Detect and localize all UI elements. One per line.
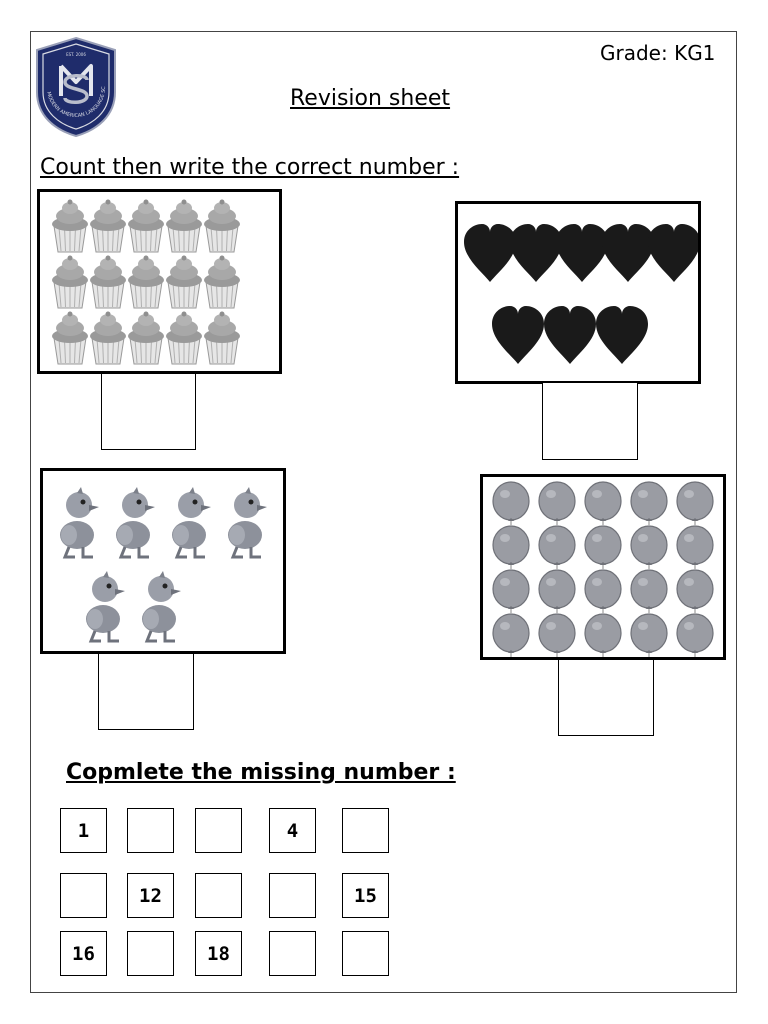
heart-group-frame [455, 201, 701, 384]
logo-year: EST. 2006 [66, 52, 86, 57]
balloon-answer-box[interactable] [558, 659, 654, 736]
missing-number-box[interactable] [269, 873, 316, 918]
count-instruction: Count then write the correct number : [40, 155, 460, 180]
balloon-icon [539, 482, 575, 525]
heart-group [458, 204, 698, 381]
missing-number-box[interactable] [342, 931, 389, 976]
cupcake-icon [52, 256, 88, 309]
balloon-icon [585, 482, 621, 525]
heart-icon [602, 224, 654, 282]
balloon-icon [585, 570, 621, 613]
cupcake-group-frame [37, 189, 282, 374]
cupcake-icon [90, 200, 126, 253]
missing-number-box[interactable] [60, 873, 107, 918]
duckling-icon [142, 571, 181, 641]
missing-number-box[interactable] [195, 808, 242, 853]
duckling-icon [86, 571, 125, 641]
cupcake-icon [128, 256, 164, 309]
cupcake-icon [128, 200, 164, 253]
duckling-icon [116, 487, 155, 557]
balloon-icon [631, 526, 667, 569]
cupcake-icon [204, 256, 240, 309]
heart-icon [556, 224, 608, 282]
heart-icon [464, 224, 516, 282]
balloon-icon [493, 482, 529, 525]
missing-number-instruction: Copmlete the missing number : [66, 760, 456, 785]
balloon-icon [677, 570, 713, 613]
cupcake-icon [90, 312, 126, 365]
logo-text: MODERN AMERICAN LANGUAGE SC [45, 86, 108, 120]
duckling-group [43, 471, 283, 651]
cupcake-icon [204, 200, 240, 253]
heart-icon [492, 306, 544, 364]
duckling-group-frame [40, 468, 286, 654]
balloon-icon [493, 614, 529, 657]
missing-number-box[interactable] [342, 808, 389, 853]
heart-icon [544, 306, 596, 364]
missing-number-box[interactable] [127, 808, 174, 853]
heart-icon [648, 224, 698, 282]
balloon-group [483, 477, 723, 657]
school-logo [33, 36, 119, 138]
duckling-icon [60, 487, 99, 557]
cupcake-icon [166, 256, 202, 309]
cupcake-answer-box[interactable] [101, 373, 196, 450]
missing-number-box[interactable] [127, 931, 174, 976]
balloon-icon [631, 482, 667, 525]
cupcake-icon [166, 312, 202, 365]
cupcake-icon [128, 312, 164, 365]
number-cell: 18 [195, 931, 242, 976]
balloon-icon [677, 482, 713, 525]
heart-answer-box[interactable] [542, 382, 638, 460]
missing-number-box[interactable] [269, 931, 316, 976]
balloon-icon [493, 570, 529, 613]
duckling-icon [172, 487, 211, 557]
balloon-icon [631, 570, 667, 613]
number-cell: 4 [269, 808, 316, 853]
number-cell: 15 [342, 873, 389, 918]
balloon-group-frame [480, 474, 726, 660]
cupcake-group [40, 192, 279, 371]
balloon-icon [631, 614, 667, 657]
cupcake-icon [90, 256, 126, 309]
number-cell: 16 [60, 931, 107, 976]
page-title: Revision sheet [290, 86, 451, 111]
balloon-icon [493, 526, 529, 569]
cupcake-icon [166, 200, 202, 253]
heart-icon [596, 306, 648, 364]
number-cell: 12 [127, 873, 174, 918]
cupcake-icon [52, 312, 88, 365]
balloon-icon [585, 614, 621, 657]
grade-label: Grade: KG1 [600, 41, 716, 65]
heart-icon [510, 224, 562, 282]
number-cell: 1 [60, 808, 107, 853]
cupcake-icon [52, 200, 88, 253]
balloon-icon [677, 526, 713, 569]
balloon-icon [539, 614, 575, 657]
missing-number-box[interactable] [195, 873, 242, 918]
balloon-icon [677, 614, 713, 657]
balloon-icon [539, 526, 575, 569]
balloon-icon [539, 570, 575, 613]
cupcake-icon [204, 312, 240, 365]
duckling-answer-box[interactable] [98, 653, 194, 730]
balloon-icon [585, 526, 621, 569]
duckling-icon [228, 487, 267, 557]
